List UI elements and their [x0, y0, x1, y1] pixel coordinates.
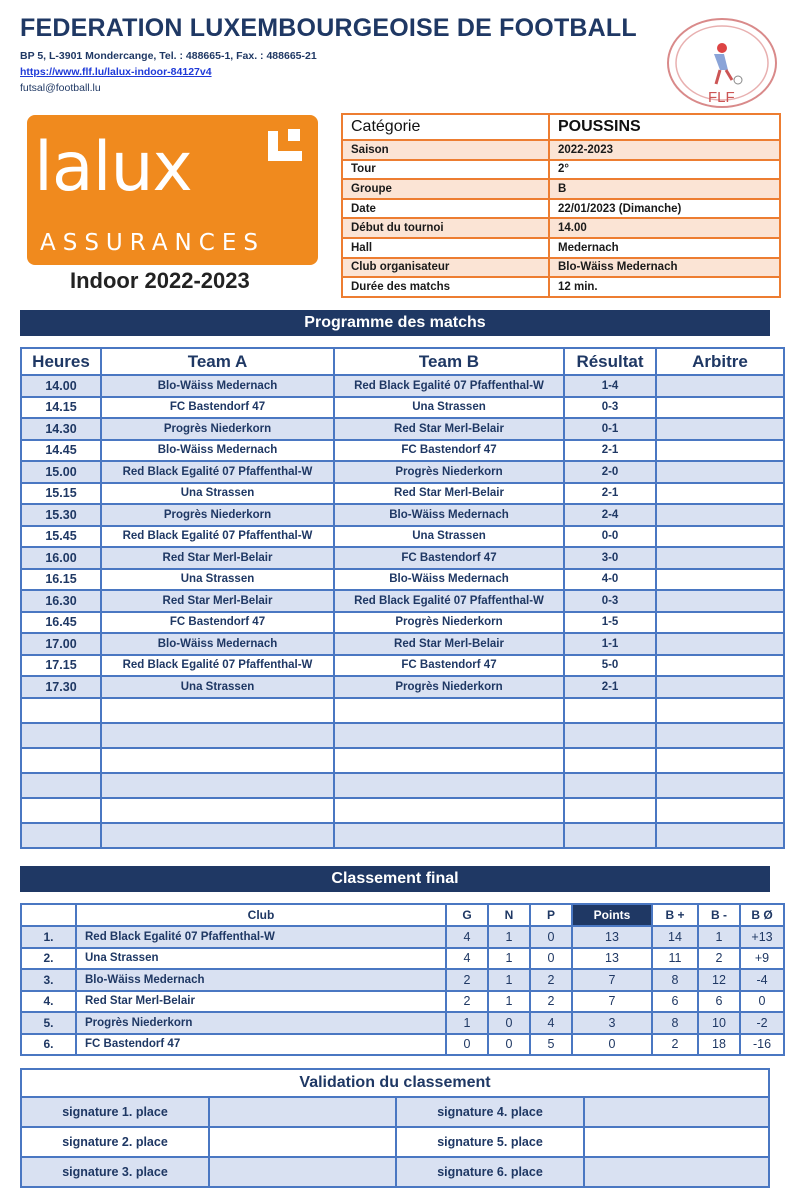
standing-bm: 12 — [698, 969, 740, 991]
match-time: 17.30 — [21, 676, 101, 698]
empty-cell[interactable] — [564, 723, 656, 748]
standing-p: 5 — [530, 1034, 572, 1056]
match-team-a: Una Strassen — [101, 483, 334, 505]
standing-rank: 6. — [21, 1034, 76, 1056]
match-referee[interactable] — [656, 418, 784, 440]
match-time: 15.15 — [21, 483, 101, 505]
match-team-b: Progrès Niederkorn — [334, 461, 564, 483]
standing-diff: -16 — [740, 1034, 784, 1056]
match-referee[interactable] — [656, 569, 784, 591]
standing-bp: 2 — [652, 1034, 698, 1056]
empty-cell[interactable] — [564, 798, 656, 823]
lalux-assurances: ASSURANCES — [40, 230, 265, 256]
info-value: 14.00 — [549, 218, 780, 238]
flf-logo — [666, 18, 778, 108]
standing-bm: 2 — [698, 948, 740, 970]
match-result[interactable]: 0-0 — [564, 526, 656, 548]
signature-row — [21, 1127, 769, 1157]
standing-club: Una Strassen — [76, 948, 446, 970]
standing-rank: 5. — [21, 1012, 76, 1034]
match-team-a: FC Bastendorf 47 — [101, 397, 334, 419]
match-programme-table — [20, 347, 785, 849]
standing-g: 4 — [446, 948, 488, 970]
empty-match-row — [21, 823, 784, 848]
standing-pts: 3 — [572, 1012, 652, 1034]
match-time: 17.00 — [21, 633, 101, 655]
standing-row — [21, 1034, 784, 1056]
match-team-b: Blo-Wäiss Medernach — [334, 569, 564, 591]
classement-banner: Classement final — [20, 866, 770, 892]
empty-cell[interactable] — [656, 748, 784, 773]
match-team-b: FC Bastendorf 47 — [334, 655, 564, 677]
standing-pts: 13 — [572, 926, 652, 948]
match-team-a: Blo-Wäiss Medernach — [101, 440, 334, 462]
match-row — [21, 483, 784, 505]
standing-diff: 0 — [740, 991, 784, 1013]
standing-n: 1 — [488, 948, 530, 970]
signature-field[interactable] — [209, 1127, 396, 1157]
match-result[interactable]: 0-3 — [564, 397, 656, 419]
empty-cell[interactable] — [564, 698, 656, 723]
signature-field[interactable] — [584, 1097, 769, 1127]
standing-n: 0 — [488, 1012, 530, 1034]
empty-cell[interactable] — [564, 823, 656, 848]
standing-bm: 6 — [698, 991, 740, 1013]
match-time: 14.45 — [21, 440, 101, 462]
match-referee[interactable] — [656, 461, 784, 483]
empty-cell[interactable] — [101, 798, 334, 823]
match-row — [21, 418, 784, 440]
signature-field[interactable] — [584, 1157, 769, 1187]
match-row — [21, 375, 784, 397]
indoor-season-label: Indoor 2022-2023 — [70, 268, 250, 293]
address-line: BP 5, L-3901 Mondercange, Tel. : 488665-1, Fax. : 488665-21 — [20, 50, 317, 62]
match-referee[interactable] — [656, 655, 784, 677]
website-link-wrap — [20, 66, 212, 78]
signature-field[interactable] — [584, 1127, 769, 1157]
info-value: 12 min. — [549, 277, 780, 297]
standing-club: FC Bastendorf 47 — [76, 1034, 446, 1056]
col-points: Points — [572, 904, 652, 926]
standing-club: Progrès Niederkorn — [76, 1012, 446, 1034]
match-team-b: Red Star Merl-Belair — [334, 633, 564, 655]
signature-label: signature 5. place — [396, 1127, 584, 1157]
match-team-b: Una Strassen — [334, 526, 564, 548]
match-result[interactable]: 0-3 — [564, 590, 656, 612]
empty-match-row — [21, 798, 784, 823]
standing-row — [21, 948, 784, 970]
info-row — [342, 179, 780, 199]
website-link[interactable]: https://www.flf.lu/lalux-indoor-84127v4 — [20, 66, 212, 78]
match-result[interactable]: 1-4 — [564, 375, 656, 397]
col-team-b: Team B — [334, 348, 564, 375]
standing-g: 1 — [446, 1012, 488, 1034]
empty-cell[interactable] — [656, 823, 784, 848]
match-time: 15.00 — [21, 461, 101, 483]
match-result[interactable]: 5-0 — [564, 655, 656, 677]
info-value: POUSSINS — [549, 114, 780, 140]
standing-row — [21, 991, 784, 1013]
info-row — [342, 160, 780, 180]
match-team-b: Red Black Egalité 07 Pfaffenthal-W — [334, 590, 564, 612]
info-value: B — [549, 179, 780, 199]
match-time: 15.45 — [21, 526, 101, 548]
match-team-a: Red Black Egalité 07 Pfaffenthal-W — [101, 655, 334, 677]
info-value: 2° — [549, 160, 780, 180]
match-referee[interactable] — [656, 526, 784, 548]
match-team-b: Red Star Merl-Belair — [334, 483, 564, 505]
info-key: Début du tournoi — [342, 218, 549, 238]
match-result[interactable]: 3-0 — [564, 547, 656, 569]
match-time: 15.30 — [21, 504, 101, 526]
match-team-a: Progrès Niederkorn — [101, 504, 334, 526]
tournament-info-table — [341, 113, 781, 298]
match-team-b: Una Strassen — [334, 397, 564, 419]
standing-p: 2 — [530, 991, 572, 1013]
col-bminus: B - — [698, 904, 740, 926]
standing-row — [21, 1012, 784, 1034]
col-g: G — [446, 904, 488, 926]
info-row — [342, 218, 780, 238]
standing-bm: 18 — [698, 1034, 740, 1056]
info-row — [342, 238, 780, 258]
match-time: 17.15 — [21, 655, 101, 677]
col-p: P — [530, 904, 572, 926]
standing-club: Red Black Egalité 07 Pfaffenthal-W — [76, 926, 446, 948]
standing-pts: 7 — [572, 969, 652, 991]
match-row — [21, 461, 784, 483]
signature-label: signature 6. place — [396, 1157, 584, 1187]
info-key: Date — [342, 199, 549, 219]
standing-row — [21, 969, 784, 991]
final-standings-table — [20, 903, 785, 1056]
match-referee[interactable] — [656, 440, 784, 462]
empty-cell[interactable] — [334, 723, 564, 748]
col-team-a: Team A — [101, 348, 334, 375]
match-referee[interactable] — [656, 547, 784, 569]
standing-diff: +13 — [740, 926, 784, 948]
info-value: Blo-Wäiss Medernach — [549, 258, 780, 278]
match-referee[interactable] — [656, 612, 784, 634]
empty-cell[interactable] — [101, 773, 334, 798]
standing-rank: 3. — [21, 969, 76, 991]
info-row — [342, 140, 780, 160]
signature-field[interactable] — [209, 1097, 396, 1127]
info-key: Groupe — [342, 179, 549, 199]
signature-row — [21, 1097, 769, 1127]
col-club: Club — [76, 904, 446, 926]
standing-pts: 0 — [572, 1034, 652, 1056]
match-row — [21, 440, 784, 462]
match-team-b: Red Star Merl-Belair — [334, 418, 564, 440]
match-result[interactable]: 2-1 — [564, 440, 656, 462]
standing-p: 2 — [530, 969, 572, 991]
empty-cell[interactable] — [334, 798, 564, 823]
match-time: 16.00 — [21, 547, 101, 569]
match-team-a: Red Black Egalité 07 Pfaffenthal-W — [101, 526, 334, 548]
match-team-a: Blo-Wäiss Medernach — [101, 633, 334, 655]
empty-cell[interactable] — [101, 698, 334, 723]
empty-cell[interactable] — [334, 823, 564, 848]
signature-field[interactable] — [209, 1157, 396, 1187]
empty-cell[interactable] — [656, 773, 784, 798]
empty-cell[interactable] — [21, 823, 101, 848]
col-bplus: B + — [652, 904, 698, 926]
col-n: N — [488, 904, 530, 926]
empty-cell[interactable] — [656, 698, 784, 723]
info-value: 2022-2023 — [549, 140, 780, 160]
empty-cell[interactable] — [656, 798, 784, 823]
match-row — [21, 569, 784, 591]
match-row — [21, 504, 784, 526]
signature-label: signature 3. place — [21, 1157, 209, 1187]
col-bdiff: B Ø — [740, 904, 784, 926]
empty-cell[interactable] — [101, 723, 334, 748]
info-key: Catégorie — [342, 114, 549, 140]
flf-logo-text: FLF — [708, 89, 735, 106]
empty-match-row — [21, 773, 784, 798]
standing-bp: 11 — [652, 948, 698, 970]
match-team-a: Red Star Merl-Belair — [101, 547, 334, 569]
match-result[interactable]: 1-5 — [564, 612, 656, 634]
standing-n: 1 — [488, 969, 530, 991]
match-result[interactable]: 1-1 — [564, 633, 656, 655]
info-row — [342, 114, 780, 140]
info-value: 22/01/2023 (Dimanche) — [549, 199, 780, 219]
programme-banner: Programme des matchs — [20, 310, 770, 336]
match-result[interactable]: 4-0 — [564, 569, 656, 591]
empty-cell[interactable] — [334, 748, 564, 773]
match-result[interactable]: 2-4 — [564, 504, 656, 526]
empty-match-row — [21, 748, 784, 773]
match-result[interactable]: 2-0 — [564, 461, 656, 483]
empty-cell[interactable] — [334, 698, 564, 723]
standing-n: 1 — [488, 926, 530, 948]
standing-club: Red Star Merl-Belair — [76, 991, 446, 1013]
signature-label: signature 4. place — [396, 1097, 584, 1127]
standing-bp: 14 — [652, 926, 698, 948]
empty-cell[interactable] — [21, 723, 101, 748]
validation-table — [20, 1068, 770, 1188]
match-row — [21, 612, 784, 634]
standing-rank: 1. — [21, 926, 76, 948]
empty-match-row — [21, 698, 784, 723]
col-arbitre: Arbitre — [656, 348, 784, 375]
match-time: 16.30 — [21, 590, 101, 612]
empty-cell[interactable] — [21, 798, 101, 823]
standing-p: 0 — [530, 948, 572, 970]
match-team-b: Progrès Niederkorn — [334, 676, 564, 698]
standing-g: 2 — [446, 991, 488, 1013]
standing-diff: -2 — [740, 1012, 784, 1034]
info-key: Tour — [342, 160, 549, 180]
info-row — [342, 199, 780, 219]
standing-p: 4 — [530, 1012, 572, 1034]
info-row — [342, 258, 780, 278]
standing-pts: 13 — [572, 948, 652, 970]
match-referee[interactable] — [656, 375, 784, 397]
lalux-brand: lalux — [34, 128, 192, 207]
col-resultat: Résultat — [564, 348, 656, 375]
signature-row — [21, 1157, 769, 1187]
standing-g: 4 — [446, 926, 488, 948]
match-row — [21, 590, 784, 612]
match-team-a: Progrès Niederkorn — [101, 418, 334, 440]
match-referee[interactable] — [656, 676, 784, 698]
standing-n: 0 — [488, 1034, 530, 1056]
col-rank — [21, 904, 76, 926]
match-row — [21, 676, 784, 698]
match-time: 14.15 — [21, 397, 101, 419]
standing-bm: 10 — [698, 1012, 740, 1034]
standing-bp: 8 — [652, 1012, 698, 1034]
match-row — [21, 526, 784, 548]
match-result[interactable]: 0-1 — [564, 418, 656, 440]
empty-cell[interactable] — [21, 698, 101, 723]
empty-cell[interactable] — [101, 823, 334, 848]
col-heures: Heures — [21, 348, 101, 375]
match-team-b: FC Bastendorf 47 — [334, 547, 564, 569]
empty-cell[interactable] — [564, 748, 656, 773]
match-referee[interactable] — [656, 504, 784, 526]
match-team-b: Red Black Egalité 07 Pfaffenthal-W — [334, 375, 564, 397]
match-team-a: Blo-Wäiss Medernach — [101, 375, 334, 397]
info-key: Hall — [342, 238, 549, 258]
standing-rank: 4. — [21, 991, 76, 1013]
standing-n: 1 — [488, 991, 530, 1013]
standing-p: 0 — [530, 926, 572, 948]
standing-bm: 1 — [698, 926, 740, 948]
match-time: 14.30 — [21, 418, 101, 440]
standing-club: Blo-Wäiss Medernach — [76, 969, 446, 991]
info-value: Medernach — [549, 238, 780, 258]
match-result[interactable]: 2-1 — [564, 483, 656, 505]
match-team-a: Una Strassen — [101, 676, 334, 698]
match-team-b: FC Bastendorf 47 — [334, 440, 564, 462]
email-line: futsal@football.lu — [20, 82, 101, 94]
match-referee[interactable] — [656, 483, 784, 505]
match-row — [21, 633, 784, 655]
match-team-a: Red Black Egalité 07 Pfaffenthal-W — [101, 461, 334, 483]
info-row — [342, 277, 780, 297]
standing-bp: 8 — [652, 969, 698, 991]
match-team-a: Red Star Merl-Belair — [101, 590, 334, 612]
standing-g: 0 — [446, 1034, 488, 1056]
signature-label: signature 1. place — [21, 1097, 209, 1127]
empty-cell[interactable] — [334, 773, 564, 798]
info-key: Club organisateur — [342, 258, 549, 278]
standing-diff: -4 — [740, 969, 784, 991]
match-result[interactable]: 2-1 — [564, 676, 656, 698]
empty-cell[interactable] — [21, 773, 101, 798]
empty-cell[interactable] — [564, 773, 656, 798]
match-team-a: Una Strassen — [101, 569, 334, 591]
match-referee[interactable] — [656, 397, 784, 419]
match-time: 16.45 — [21, 612, 101, 634]
federation-title: FEDERATION LUXEMBOURGEOISE DE FOOTBALL — [20, 14, 637, 42]
match-time: 16.15 — [21, 569, 101, 591]
match-referee[interactable] — [656, 590, 784, 612]
standing-diff: +9 — [740, 948, 784, 970]
empty-cell[interactable] — [21, 748, 101, 773]
info-key: Saison — [342, 140, 549, 160]
match-referee[interactable] — [656, 633, 784, 655]
info-key: Durée des matchs — [342, 277, 549, 297]
standing-g: 2 — [446, 969, 488, 991]
match-row — [21, 397, 784, 419]
match-team-a: FC Bastendorf 47 — [101, 612, 334, 634]
match-row — [21, 655, 784, 677]
empty-match-row — [21, 723, 784, 748]
match-row — [21, 547, 784, 569]
empty-cell[interactable] — [101, 748, 334, 773]
match-team-b: Progrès Niederkorn — [334, 612, 564, 634]
empty-cell[interactable] — [656, 723, 784, 748]
standing-bp: 6 — [652, 991, 698, 1013]
standing-row — [21, 926, 784, 948]
signature-label: signature 2. place — [21, 1127, 209, 1157]
validation-title: Validation du classement — [21, 1069, 769, 1097]
standing-pts: 7 — [572, 991, 652, 1013]
match-time: 14.00 — [21, 375, 101, 397]
match-team-b: Blo-Wäiss Medernach — [334, 504, 564, 526]
lalux-corner-icon — [262, 125, 310, 167]
standing-rank: 2. — [21, 948, 76, 970]
